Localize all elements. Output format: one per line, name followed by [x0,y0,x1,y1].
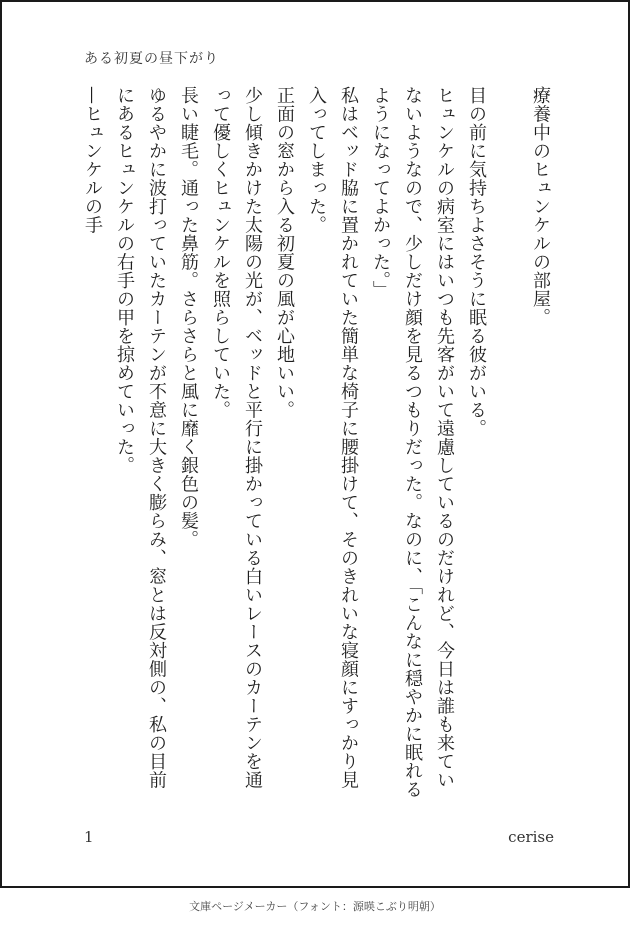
paragraph: —ヒュンケルの手 [82,86,103,234]
paragraph: 目の前に気持ちよさそうに眠る彼がいる。 [466,86,487,438]
paragraph: 療養中のヒュンケルの部屋。 [530,86,551,327]
running-title: ある初夏の昼下がり [84,51,219,67]
vertical-body-text [76,86,556,806]
footer-credit: 文庫ページメーカー（フォント：源暎こぶり明朝） [189,900,441,913]
paragraph: ヒュンケルの病室にはいつも先客がいて遠慮しているのだけれど、今日は誰も来ていないようなので、少しだけ顔を見るつもりだった。なのに、「こんなに穏やかに眠れるようになってよかった。」 [370,86,455,799]
author-name: cerise [508,828,554,846]
paragraph: 正面の窓から入る初夏の風が心地いい。 [274,86,295,419]
page-number: 1 [84,828,94,846]
paragraph: 私はベッド脇に置かれていた簡単な椅子に腰掛けて、そのきれいな寝顔にすっかり見入ってしまった。 [306,86,359,789]
paragraph: 少し傾きかけた太陽の光が、ベッドと平行に掛かっている白いレースのカーテンを通って優しくヒュンケルを照らしていた。 [210,86,263,789]
paragraph: 長い睫毛。通った鼻筋。さらさらと風に靡く銀色の髪。 [178,86,199,549]
paragraph: ゆるやかに波打っていたカーテンが不意に大きく膨らみ、窓とは反対側の、私の目前にあるヒュンケルの右手の甲を掠めていった。 [114,86,167,789]
